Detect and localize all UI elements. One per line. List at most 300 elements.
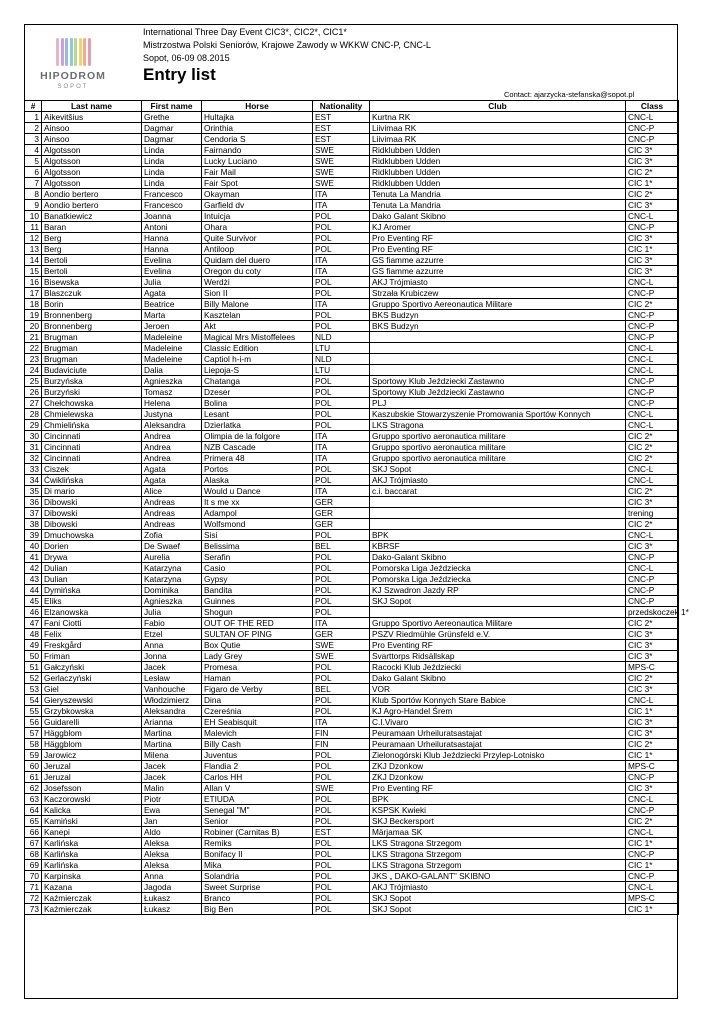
cell-number: 63: [25, 794, 42, 805]
cell-club: BPK: [370, 530, 626, 541]
table-row: [25, 464, 679, 475]
table-row: [25, 189, 679, 200]
cell-nationality: ITA: [313, 618, 370, 629]
cell-last-name: Dulian: [42, 563, 142, 574]
cell-last-name: Häggblom: [42, 739, 142, 750]
cell-first-name: Ewa: [142, 805, 202, 816]
cell-nationality: LTU: [313, 365, 370, 376]
page-title: Entry list: [143, 65, 216, 84]
cell-number: 8: [25, 189, 42, 200]
cell-nationality: ITA: [313, 200, 370, 211]
cell-last-name: Drywa: [42, 552, 142, 563]
cell-horse: Malevich: [202, 728, 313, 739]
cell-number: 60: [25, 761, 42, 772]
cell-nationality: POL: [313, 233, 370, 244]
cell-nationality: GER: [313, 497, 370, 508]
table-row: [25, 673, 679, 684]
cell-club: GS fiamme azzurre: [370, 266, 626, 277]
cell-horse: Primera 48: [202, 453, 313, 464]
table-row: [25, 574, 679, 585]
cell-last-name: Aikevitšius: [42, 112, 142, 123]
cell-last-name: Bisewska: [42, 277, 142, 288]
event-location-date: Sopot, 06-09 08.2015: [143, 53, 230, 63]
cell-club: LKS Stragona: [370, 420, 626, 431]
cell-number: 28: [25, 409, 42, 420]
cell-club: Märjamaa SK: [370, 827, 626, 838]
cell-number: 37: [25, 508, 42, 519]
cell-class: CNC-L: [626, 277, 679, 288]
cell-horse: Casio: [202, 563, 313, 574]
cell-number: 29: [25, 420, 42, 431]
table-row: [25, 662, 679, 673]
cell-number: 12: [25, 233, 42, 244]
cell-class: CIC 3*: [626, 255, 679, 266]
cell-club: KJ Agro-Handel Śrem: [370, 706, 626, 717]
cell-first-name: Lesław: [142, 673, 202, 684]
cell-class: CIC 2*: [626, 189, 679, 200]
cell-class: CNC-L: [626, 827, 679, 838]
cell-last-name: Gerlaczyński: [42, 673, 142, 684]
cell-horse: Oregon du coty: [202, 266, 313, 277]
cell-first-name: Agata: [142, 288, 202, 299]
table-row: [25, 618, 679, 629]
cell-horse: Dzeser: [202, 387, 313, 398]
cell-horse: Quite Survivor: [202, 233, 313, 244]
cell-club: [370, 354, 626, 365]
cell-nationality: ITA: [313, 266, 370, 277]
table-row: [25, 497, 679, 508]
cell-number: 45: [25, 596, 42, 607]
cell-number: 15: [25, 266, 42, 277]
cell-first-name: Dalia: [142, 365, 202, 376]
cell-last-name: Cincinnati: [42, 431, 142, 442]
table-row: [25, 739, 679, 750]
cell-class: CIC 3*: [626, 783, 679, 794]
cell-first-name: Aleksa: [142, 860, 202, 871]
table-header-row: [25, 101, 679, 112]
cell-class: CIC 2*: [626, 519, 679, 530]
table-row: [25, 827, 679, 838]
cell-number: 24: [25, 365, 42, 376]
cell-last-name: Jeruzal: [42, 772, 142, 783]
cell-class: CNC-L: [626, 530, 679, 541]
cell-horse: Gypsy: [202, 574, 313, 585]
cell-number: 40: [25, 541, 42, 552]
cell-club: Liivimaa RK: [370, 123, 626, 134]
cell-nationality: ITA: [313, 255, 370, 266]
col-header-class: Class: [626, 101, 679, 112]
cell-nationality: POL: [313, 871, 370, 882]
cell-number: 25: [25, 376, 42, 387]
cell-last-name: Karlińska: [42, 838, 142, 849]
cell-nationality: POL: [313, 310, 370, 321]
cell-number: 66: [25, 827, 42, 838]
cell-horse: Wolfsmond: [202, 519, 313, 530]
cell-horse: Alaska: [202, 475, 313, 486]
cell-number: 38: [25, 519, 42, 530]
table-row: [25, 750, 679, 761]
cell-last-name: Di mario: [42, 486, 142, 497]
table-row: [25, 409, 679, 420]
cell-last-name: Gałczyński: [42, 662, 142, 673]
cell-last-name: Ćwiklińska: [42, 475, 142, 486]
cell-number: 35: [25, 486, 42, 497]
cell-first-name: Antoni: [142, 222, 202, 233]
cell-last-name: Berg: [42, 244, 142, 255]
cell-club: Gruppo sportivo aeronautica militare: [370, 431, 626, 442]
cell-club: ZKJ Dzonkow: [370, 761, 626, 772]
cell-last-name: Dorien: [42, 541, 142, 552]
cell-first-name: Anna: [142, 640, 202, 651]
logo-bar: [79, 38, 82, 66]
cell-nationality: POL: [313, 398, 370, 409]
table-row: [25, 134, 679, 145]
cell-last-name: Grzybkowska: [42, 706, 142, 717]
cell-last-name: Jeruzal: [42, 761, 142, 772]
cell-club: Gruppo Sportivo Aereonautica Militare: [370, 618, 626, 629]
cell-last-name: Algotsson: [42, 178, 142, 189]
cell-first-name: Etzel: [142, 629, 202, 640]
cell-first-name: De Swaef: [142, 541, 202, 552]
cell-class: CNC-P: [626, 376, 679, 387]
cell-club: Pomorska Liga Jeździecka: [370, 563, 626, 574]
cell-horse: Robiner (Carnitas B): [202, 827, 313, 838]
cell-horse: Dina: [202, 695, 313, 706]
cell-club: KJ Aromer: [370, 222, 626, 233]
cell-club: Tenuta La Mandria: [370, 189, 626, 200]
cell-number: 9: [25, 200, 42, 211]
cell-last-name: Baran: [42, 222, 142, 233]
cell-club: PLJ: [370, 398, 626, 409]
cell-first-name: Alice: [142, 486, 202, 497]
table-body: [25, 112, 689, 915]
cell-horse: SULTAN OF PING: [202, 629, 313, 640]
cell-class: CNC-L: [626, 112, 679, 123]
cell-first-name: Dagmar: [142, 134, 202, 145]
cell-club: Dako Galant Skibno: [370, 673, 626, 684]
cell-horse: Olimpia de la folgore: [202, 431, 313, 442]
cell-horse: Billy Cash: [202, 739, 313, 750]
cell-nationality: POL: [313, 277, 370, 288]
table-row: [25, 222, 679, 233]
cell-class: MPS-C: [626, 761, 679, 772]
cell-horse: Lady Grey: [202, 651, 313, 662]
logo-bar: [65, 38, 68, 66]
cell-first-name: Justyna: [142, 409, 202, 420]
cell-first-name: Julia: [142, 607, 202, 618]
cell-class: CIC 3*: [626, 200, 679, 211]
logo-bar: [88, 38, 91, 66]
cell-last-name: Brugman: [42, 332, 142, 343]
table-row: [25, 552, 679, 563]
cell-horse: Werdżi: [202, 277, 313, 288]
cell-class: CNC-L: [626, 563, 679, 574]
cell-horse: Bonifacy II: [202, 849, 313, 860]
cell-nationality: POL: [313, 376, 370, 387]
cell-last-name: Häggblom: [42, 728, 142, 739]
cell-first-name: Katarzyna: [142, 574, 202, 585]
cell-number: 73: [25, 904, 42, 915]
cell-class: MPS-C: [626, 662, 679, 673]
cell-last-name: Burzyńska: [42, 376, 142, 387]
cell-club: Klub Sportów Konnych Stare Babice: [370, 695, 626, 706]
cell-club: SKJ Beckersport: [370, 816, 626, 827]
cell-club: JKS „ DAKO-GALANT” SKIBNO: [370, 871, 626, 882]
cell-class: CIC 1*: [626, 706, 679, 717]
cell-last-name: Cincinnati: [42, 453, 142, 464]
cell-horse: Mika: [202, 860, 313, 871]
cell-nationality: SWE: [313, 651, 370, 662]
cell-club: [370, 607, 626, 618]
cell-class: CIC 3*: [626, 640, 679, 651]
table-row: [25, 695, 679, 706]
cell-horse: Flandia 2: [202, 761, 313, 772]
cell-club: Pro Eventing RF: [370, 640, 626, 651]
cell-first-name: Aleksandra: [142, 706, 202, 717]
cell-class: CIC 1*: [626, 860, 679, 871]
cell-nationality: POL: [313, 585, 370, 596]
cell-horse: Shogun: [202, 607, 313, 618]
cell-class: CNC-P: [626, 805, 679, 816]
cell-last-name: Freskgård: [42, 640, 142, 651]
table-row: [25, 277, 679, 288]
cell-club: SKJ Sopot: [370, 893, 626, 904]
cell-class: CNC-P: [626, 222, 679, 233]
table-row: [25, 420, 679, 431]
cell-club: KSPSK Kwieki: [370, 805, 626, 816]
cell-club: Gruppo sportivo aeronautica militare: [370, 442, 626, 453]
cell-first-name: Jagoda: [142, 882, 202, 893]
cell-horse: It s me xx: [202, 497, 313, 508]
cell-horse: Remiks: [202, 838, 313, 849]
cell-nationality: GER: [313, 508, 370, 519]
cell-class: CIC 1*: [626, 178, 679, 189]
cell-last-name: Banatkiewicz: [42, 211, 142, 222]
cell-number: 16: [25, 277, 42, 288]
table-row: [25, 266, 679, 277]
cell-class: CNC-L: [626, 365, 679, 376]
cell-club: LKS Stragona Strzegom: [370, 838, 626, 849]
cell-horse: Chatanga: [202, 376, 313, 387]
table-row: [25, 486, 679, 497]
cell-first-name: Linda: [142, 178, 202, 189]
cell-last-name: Bronnenberg: [42, 310, 142, 321]
cell-club: AKJ Trójmiasto: [370, 882, 626, 893]
table-row: [25, 585, 679, 596]
table-row: [25, 376, 679, 387]
table-row: [25, 849, 679, 860]
cell-nationality: GER: [313, 629, 370, 640]
cell-horse: Box Qutie: [202, 640, 313, 651]
cell-nationality: SWE: [313, 640, 370, 651]
cell-number: 59: [25, 750, 42, 761]
cell-horse: Big Ben: [202, 904, 313, 915]
cell-number: 50: [25, 651, 42, 662]
cell-class: CIC 3*: [626, 684, 679, 695]
cell-last-name: Jarowicz: [42, 750, 142, 761]
cell-class: CNC-P: [626, 585, 679, 596]
cell-club: Kaszubskie Stowarzyszenie Promowania Sportów Konnych: [370, 409, 626, 420]
hipodrom-logo: [36, 36, 106, 98]
cell-first-name: Milena: [142, 750, 202, 761]
cell-first-name: Andreas: [142, 519, 202, 530]
cell-club: [370, 343, 626, 354]
cell-number: 61: [25, 772, 42, 783]
cell-nationality: POL: [313, 860, 370, 871]
cell-first-name: Jacek: [142, 662, 202, 673]
cell-club: Ridklubben Udden: [370, 156, 626, 167]
cell-horse: Dzierlatka: [202, 420, 313, 431]
cell-number: 17: [25, 288, 42, 299]
cell-nationality: POL: [313, 288, 370, 299]
cell-last-name: Friman: [42, 651, 142, 662]
cell-number: 72: [25, 893, 42, 904]
cell-last-name: Burzyński: [42, 387, 142, 398]
cell-class: CNC-L: [626, 343, 679, 354]
cell-class: CNC-P: [626, 596, 679, 607]
cell-first-name: Jeroen: [142, 321, 202, 332]
cell-nationality: POL: [313, 475, 370, 486]
cell-last-name: Dibowski: [42, 519, 142, 530]
championship-title: Mistrzostwa Polski Seniorów, Krajowe Zawody w WKKW CNC-P, CNC-L: [143, 40, 431, 50]
cell-first-name: Francesco: [142, 189, 202, 200]
cell-nationality: POL: [313, 838, 370, 849]
cell-first-name: Evelina: [142, 255, 202, 266]
cell-class: CIC 3*: [626, 145, 679, 156]
cell-number: 65: [25, 816, 42, 827]
cell-nationality: FIN: [313, 728, 370, 739]
cell-horse: EH Seabisquit: [202, 717, 313, 728]
cell-nationality: POL: [313, 794, 370, 805]
cell-nationality: EST: [313, 134, 370, 145]
event-title: International Three Day Event CIC3*, CIC2*, CIC1*: [143, 27, 347, 37]
cell-number: 52: [25, 673, 42, 684]
table-row: [25, 717, 679, 728]
cell-club: Strzała Krubiczew: [370, 288, 626, 299]
cell-class: CNC-P: [626, 123, 679, 134]
cell-first-name: Tomasz: [142, 387, 202, 398]
cell-nationality: EST: [313, 123, 370, 134]
cell-class: CIC 3*: [626, 156, 679, 167]
cell-first-name: Agata: [142, 464, 202, 475]
cell-nationality: ITA: [313, 431, 370, 442]
cell-nationality: POL: [313, 673, 370, 684]
cell-number: 56: [25, 717, 42, 728]
cell-number: 13: [25, 244, 42, 255]
table-row: [25, 156, 679, 167]
cell-club: Peuramaan Urheiluratsastajat: [370, 728, 626, 739]
cell-horse: Hultajka: [202, 112, 313, 123]
cell-first-name: Andrea: [142, 431, 202, 442]
cell-first-name: Joanna: [142, 211, 202, 222]
cell-number: 41: [25, 552, 42, 563]
cell-first-name: Grethe: [142, 112, 202, 123]
cell-first-name: Jacek: [142, 772, 202, 783]
cell-first-name: Dagmar: [142, 123, 202, 134]
cell-last-name: Dibowski: [42, 508, 142, 519]
cell-last-name: Algotsson: [42, 145, 142, 156]
cell-first-name: Zofia: [142, 530, 202, 541]
logo-bar: [61, 38, 64, 66]
cell-last-name: Bertoli: [42, 255, 142, 266]
cell-club: c.i. baccarat: [370, 486, 626, 497]
cell-nationality: POL: [313, 464, 370, 475]
cell-nationality: EST: [313, 827, 370, 838]
table-row: [25, 178, 679, 189]
table-row: [25, 475, 679, 486]
cell-club: Peuramaan Urheiluratsastajat: [370, 739, 626, 750]
cell-number: 36: [25, 497, 42, 508]
cell-nationality: POL: [313, 607, 370, 618]
cell-nationality: NLD: [313, 332, 370, 343]
cell-first-name: Linda: [142, 145, 202, 156]
table-row: [25, 893, 679, 904]
table-row: [25, 343, 679, 354]
cell-last-name: Dibowski: [42, 497, 142, 508]
cell-horse: Would u Dance: [202, 486, 313, 497]
cell-number: 14: [25, 255, 42, 266]
cell-number: 22: [25, 343, 42, 354]
cell-horse: Fair Spot: [202, 178, 313, 189]
cell-club: SKJ Sopot: [370, 904, 626, 915]
cell-number: 69: [25, 860, 42, 871]
table-row: [25, 728, 679, 739]
cell-nationality: POL: [313, 244, 370, 255]
cell-horse: Sisi: [202, 530, 313, 541]
table-row: [25, 794, 679, 805]
cell-class: CNC-L: [626, 695, 679, 706]
table-row: [25, 299, 679, 310]
table-row: [25, 640, 679, 651]
cell-horse: Ohara: [202, 222, 313, 233]
cell-class: CIC 2*: [626, 739, 679, 750]
cell-club: GS fiamme azzurre: [370, 255, 626, 266]
cell-horse: Antiloop: [202, 244, 313, 255]
cell-class: CNC-P: [626, 321, 679, 332]
cell-horse: Senegal "M": [202, 805, 313, 816]
cell-first-name: Evelina: [142, 266, 202, 277]
cell-number: 3: [25, 134, 42, 145]
cell-last-name: Ainsoo: [42, 123, 142, 134]
cell-number: 33: [25, 464, 42, 475]
cell-club: Ridklubben Udden: [370, 145, 626, 156]
cell-class: przedskoczek 1*: [626, 607, 679, 618]
cell-last-name: Josefsson: [42, 783, 142, 794]
cell-club: SKJ Sopot: [370, 596, 626, 607]
cell-last-name: Chełchowska: [42, 398, 142, 409]
cell-nationality: BEL: [313, 541, 370, 552]
table-row: [25, 563, 679, 574]
cell-horse: Serafin: [202, 552, 313, 563]
cell-last-name: Bertoli: [42, 266, 142, 277]
cell-nationality: ITA: [313, 442, 370, 453]
cell-first-name: Aleksandra: [142, 420, 202, 431]
cell-nationality: POL: [313, 761, 370, 772]
cell-number: 19: [25, 310, 42, 321]
cell-class: CIC 2*: [626, 442, 679, 453]
table-row: [25, 519, 679, 530]
cell-class: trening: [626, 508, 679, 519]
cell-class: CNC-L: [626, 882, 679, 893]
cell-first-name: Jonna: [142, 651, 202, 662]
cell-number: 70: [25, 871, 42, 882]
cell-last-name: Kazana: [42, 882, 142, 893]
cell-number: 10: [25, 211, 42, 222]
cell-number: 26: [25, 387, 42, 398]
cell-horse: Belissima: [202, 541, 313, 552]
cell-club: BKS Budzyn: [370, 321, 626, 332]
logo-bars: [56, 38, 92, 66]
